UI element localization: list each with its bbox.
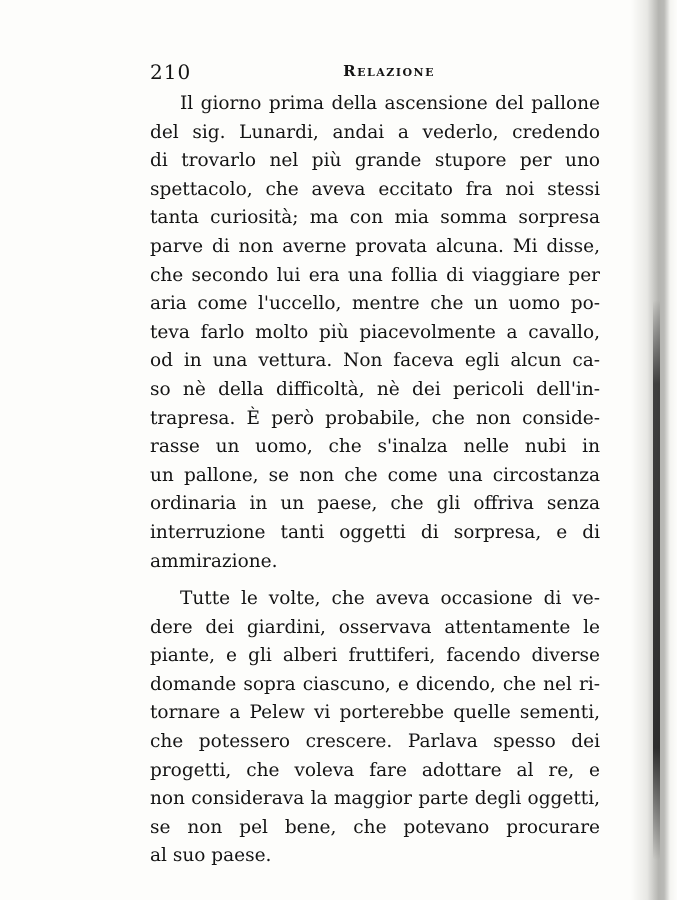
- text-line: spettacolo, che aveva eccitato fra noi stessi: [150, 178, 600, 200]
- text-line: domande sopra ciascuno, e dicendo, che nel ri-: [150, 673, 600, 695]
- text-line: un pallone, se non che come una circostanza: [150, 464, 600, 486]
- running-title: Relazione: [343, 62, 435, 80]
- page-header: [150, 60, 435, 86]
- text-line: del sig. Lunardi, andai a vederlo, credendo: [150, 121, 600, 143]
- text-line: interruzione tanti oggetti di sorpresa, e di: [150, 521, 600, 543]
- paragraph-gap: [150, 576, 600, 585]
- text-line: aria come l'uccello, mentre che un uomo po-: [150, 293, 600, 315]
- body-text: [150, 90, 600, 871]
- text-line: so nè della difficoltà, nè dei pericoli dell'in-: [150, 378, 600, 400]
- text-line: progetti, che voleva fare adottare al re, e: [150, 759, 600, 781]
- text-line: od in una vettura. Non faceva egli alcun ca-: [150, 350, 600, 372]
- text-line: dere dei giardini, osservava attentamente le: [150, 616, 600, 638]
- text-line: teva farlo molto più piacevolmente a cavallo,: [150, 321, 600, 343]
- text-line: ammirazione.: [150, 550, 278, 572]
- text-line: trapresa. È però probabile, che non conside-: [150, 407, 600, 429]
- text-line: Tutte le volte, che aveva occasione di ve-: [180, 588, 600, 610]
- page-number: 210: [150, 60, 192, 84]
- text-line: se non pel bene, che potevano procurare: [150, 816, 600, 838]
- page-binding-line: [653, 300, 660, 860]
- text-line: parve di non averne provata alcuna. Mi disse,: [150, 235, 600, 257]
- paragraph-2: [150, 585, 600, 871]
- text-line: che potessero crescere. Parlava spesso dei: [150, 731, 600, 753]
- text-line: Il giorno prima della ascensione del pallone: [180, 93, 600, 114]
- text-line: rasse un uomo, che s'inalza nelle nubi in: [150, 436, 600, 458]
- text-line: non considerava la maggior parte degli oggetti,: [150, 788, 600, 810]
- text-line: tornare a Pelew vi porterebbe quelle sementi,: [150, 702, 600, 724]
- text-line: ordinaria in un paese, che gli offriva senza: [150, 493, 600, 515]
- text-line: che secondo lui era una follia di viaggiare per: [150, 264, 600, 286]
- paragraph-1: [150, 90, 600, 576]
- text-line: piante, e gli alberi fruttiferi, facendo diverse: [150, 645, 600, 667]
- text-line: al suo paese.: [150, 845, 272, 867]
- text-line: di trovarlo nel più grande stupore per uno: [150, 150, 600, 172]
- text-line: tanta curiosità; ma con mia somma sorpresa: [150, 207, 600, 229]
